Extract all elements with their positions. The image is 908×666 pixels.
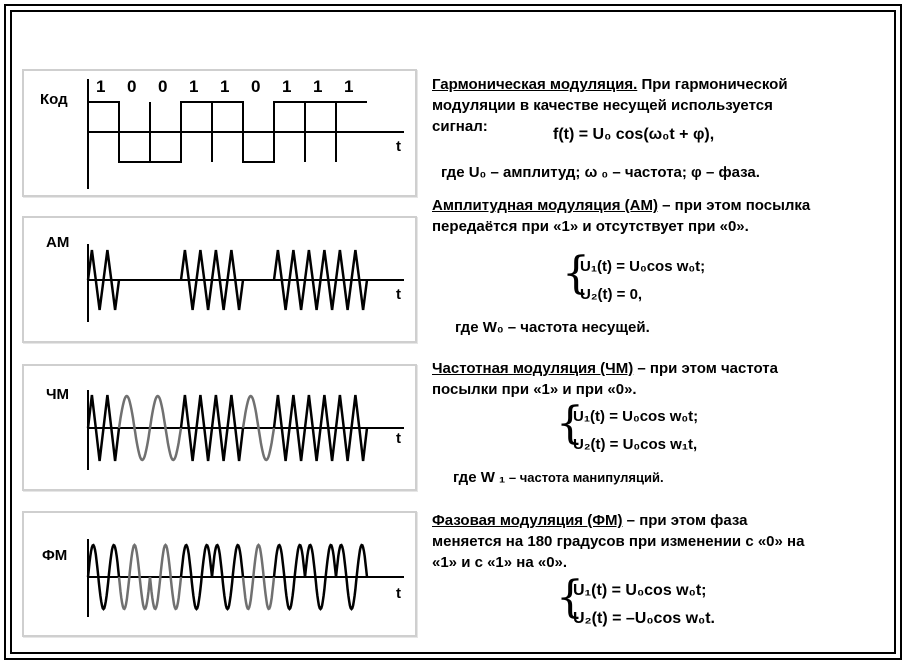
am-signal-diagram: [24, 218, 415, 341]
harmonic-heading: Гармоническая модуляция.: [432, 76, 638, 93]
bit-label: 1: [282, 77, 292, 96]
am-text: – при этом посылка: [657, 197, 811, 214]
harmonic-line-3: сигнал:: [432, 118, 488, 135]
bit-label: 1: [96, 77, 106, 96]
pm-brace: {: [556, 572, 584, 623]
am-line-2: передаётся при «1» и отсутствует при «0».: [432, 218, 749, 235]
pm-line-3: «1» и с «1» на «0».: [432, 554, 568, 571]
pm-heading: Фазовая модуляция (ФМ): [432, 512, 623, 529]
chm-label: ЧМ: [46, 386, 70, 403]
pm-label: ФМ: [42, 547, 68, 564]
am-line-1: [432, 196, 810, 215]
code-label: Код: [40, 91, 68, 108]
chm-brace: {: [556, 398, 584, 449]
chm-time-axis-label: t: [396, 430, 401, 447]
harmonic-line-2: модуляции в качестве несущей используется: [432, 97, 773, 114]
pm-equation-1: U₁(t) = U₀cos w₀t;: [573, 582, 707, 599]
bit-label: 1: [344, 77, 354, 96]
chm-panel: [22, 364, 417, 491]
am-panel: [22, 216, 417, 343]
am-brace: {: [562, 248, 590, 299]
pm-line-2: меняется на 180 градусов при изменении с «0» на: [432, 533, 805, 550]
am-heading: Амплитудная модуляция (АМ): [432, 197, 658, 214]
am-where: где W₀ – частота несущей.: [455, 319, 650, 336]
harmonic-formula: f(t) = U₀ cos(ω₀t + φ),: [553, 126, 715, 143]
code-time-axis-label: t: [396, 138, 401, 155]
bit-label: 1: [220, 77, 230, 96]
chm-equation-2: U₂(t) = U₀cos w₁t,: [573, 436, 698, 453]
chm-where-text: – частота манипуляций.: [505, 470, 664, 485]
chm-heading: Частотная модуляция (ЧМ): [432, 360, 634, 377]
bit-label: 0: [251, 77, 261, 96]
pm-text: – при этом фаза: [622, 512, 748, 529]
chm-line-1: [432, 359, 778, 378]
bit-label: 1: [189, 77, 199, 96]
am-label: АМ: [46, 234, 70, 251]
am-equation-1: U₁(t) = U₀cos w₀t;: [580, 258, 706, 275]
harmonic-where: где U₀ – амплитуд; ω ₀ – частота; φ – фаза.: [441, 164, 760, 181]
pm-signal-diagram: [24, 513, 415, 635]
harmonic-line-1: [432, 75, 788, 94]
am-equation-2: U₂(t) = 0,: [580, 286, 643, 303]
am-time-axis-label: t: [396, 286, 401, 303]
harmonic-text: При гармонической: [637, 76, 788, 93]
code-panel: [22, 69, 417, 197]
bit-label: 1: [313, 77, 323, 96]
pm-line-1: [432, 511, 748, 530]
chm-where-prefix: где W ₁: [453, 469, 506, 486]
pm-time-axis-label: t: [396, 585, 401, 602]
pm-equation-2: U₂(t) = –U₀cos w₀t.: [573, 610, 715, 627]
chm-signal-diagram: [24, 366, 415, 489]
bit-label: 0: [127, 77, 137, 96]
pm-panel: [22, 511, 417, 637]
bit-label: 0: [158, 77, 168, 96]
chm-equation-1: U₁(t) = U₀cos w₀t;: [573, 408, 699, 425]
chm-where: [453, 468, 664, 487]
chm-text: – при этом частота: [633, 360, 778, 377]
chm-line-2: посылки при «1» и при «0».: [432, 381, 637, 398]
